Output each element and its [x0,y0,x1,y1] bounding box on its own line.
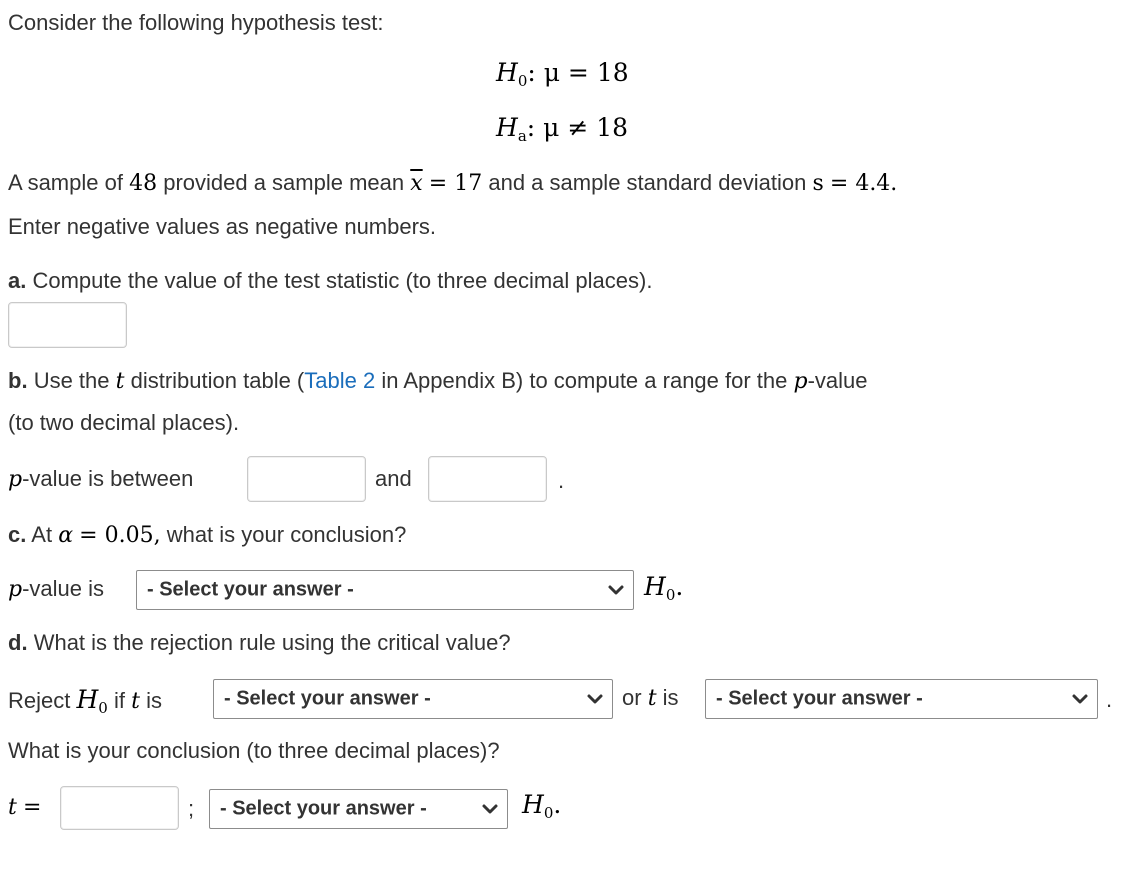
select-label: - Select your answer - [147,578,354,601]
alpha-value: = 0.05, [79,523,161,548]
sample-mean-value: = 17 [428,171,483,196]
pvalue-lower-input[interactable] [247,456,366,502]
sample-size: 48 [129,171,158,196]
final-h0 [522,790,561,822]
pvalue-upper-input[interactable] [428,456,547,502]
t-symbol: t [647,686,657,711]
sample-text-1: A sample of [8,170,123,195]
is-text: is [146,688,162,713]
part-c-letter: c. [8,522,27,547]
select-label: - Select your answer - [220,797,427,820]
or-t-is-label [622,685,679,711]
conclusion-question: What is your conclusion (to three decimal places)? [8,738,500,763]
part-b-question-line-2: (to two decimal places). [8,410,240,435]
is-text: is [662,685,679,710]
part-b-text-1: Use the [33,368,110,393]
period: . [553,790,562,819]
t-symbol: t [131,689,140,714]
rejection-rule-select-1[interactable] [213,679,613,719]
part-b-question [8,368,868,394]
part-c-h0 [644,572,683,604]
p-symbol: p [793,369,808,394]
part-c-question [8,522,406,548]
select-label: - Select your answer - [716,687,923,710]
t-equals-label [8,794,41,820]
part-b-letter: b. [8,368,28,393]
null-hypothesis [496,58,629,90]
or-text: or [622,685,642,710]
final-conclusion-select[interactable] [209,789,508,829]
h0-subscript: 0 [98,699,108,717]
pvalue-is-text: -value is [22,576,105,601]
pvalue-conclusion-select[interactable] [136,570,634,610]
part-d-text: What is the rejection rule using the critical value? [33,630,511,655]
alpha-symbol: α [58,523,74,548]
chevron-down-icon [1071,690,1089,708]
h0-symbol: H [76,685,99,714]
period: . [675,572,684,601]
s-symbol: s [812,171,824,196]
part-c-text-2: what is your conclusion? [166,522,407,547]
equals-sign: = [22,795,42,820]
pvalue-is-label [8,576,104,602]
h0-symbol: H [644,572,666,601]
ha-subscript: a [517,127,527,145]
part-b-text-3: in Appendix B) to compute a range for the [381,368,788,393]
chevron-down-icon [481,800,499,818]
p-symbol: p [8,577,23,602]
pvalue-between-text: -value is between [22,466,194,491]
part-c-text-1: At [31,522,53,547]
t-value-input[interactable] [60,786,179,830]
table-2-link[interactable]: Table 2 [304,368,376,393]
h0-subscript: 0 [543,804,554,822]
part-a-question [8,268,652,294]
if-text: if [113,688,125,713]
rejection-rule-select-2[interactable] [705,679,1098,719]
rejection-rule-period: . [1106,687,1113,712]
t-symbol: t [8,795,17,820]
sample-description [8,170,897,196]
ha-symbol: H [496,113,518,142]
test-statistic-input[interactable] [8,302,127,348]
and-label: and [375,466,412,491]
part-d-letter: d. [8,630,28,655]
alternative-hypothesis [496,113,628,145]
part-d-question [8,630,511,656]
p-symbol: p [8,467,23,492]
xbar-symbol: $\overline{x}$ [410,171,423,196]
part-b-text-4: -value [807,368,868,393]
intro-text: Consider the following hypothesis test: [8,10,384,35]
part-b-text-2: distribution table ( [130,368,305,393]
t-symbol: t [115,369,125,394]
h0-symbol: H [522,790,544,819]
chevron-down-icon [607,581,625,599]
h0-subscript: 0 [665,586,676,604]
pvalue-range-label [8,466,193,492]
sample-text-3: and a sample standard deviation [488,170,807,195]
h0-symbol: H [496,58,518,87]
pvalue-range-period: . [558,468,565,493]
select-label: - Select your answer - [224,687,431,710]
sample-sd-value: = 4.4. [829,171,898,196]
chevron-down-icon [586,690,604,708]
part-a-letter: a. [8,268,27,293]
negative-values-note: Enter negative values as negative numbers. [8,214,437,239]
h0-subscript: 0 [517,72,528,90]
reject-text: Reject [8,688,71,713]
reject-rule-label [8,685,162,717]
ha-relation: : μ ≠ 18 [526,113,629,142]
sample-text-2: provided a sample mean [163,170,405,195]
part-a-text: Compute the value of the test statistic (to three decimal places). [32,268,653,293]
h0-relation: : μ = 18 [527,58,629,87]
semicolon: ; [188,796,195,821]
